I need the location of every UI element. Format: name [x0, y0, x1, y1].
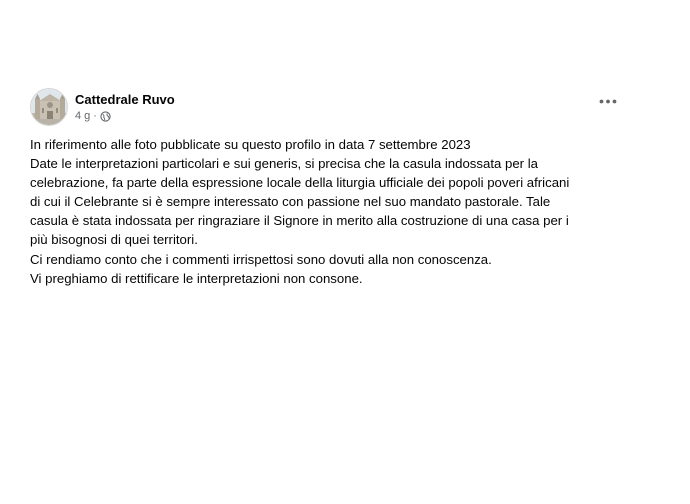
more-options-button[interactable] [596, 94, 620, 108]
post-text-line: Ci rendiamo conto che i commenti irrispettosi sono dovuti alla non conoscenza. [30, 251, 492, 267]
cathedral-avatar-icon [31, 89, 68, 126]
author-name[interactable]: Cattedrale Ruvo [75, 92, 175, 107]
avatar[interactable] [30, 88, 68, 126]
post-text-line: celebrazione, fa parte della espressione locale della liturgia ufficiale dei popoli poveri africani [30, 175, 570, 191]
post-text-line: In riferimento alle foto pubblicate su questo profilo in data 7 settembre 2023 [30, 137, 471, 152]
post-text-line: casula è stata indossata per ringraziare il Signore in merito alla costruzione di una casa per i [30, 213, 569, 229]
post-text [30, 135, 670, 288]
post-text-line: di cui il Celebrante si è sempre interessato con passione nel suo mandato pastorale. Tale [30, 194, 551, 210]
post-time[interactable]: 4 g [75, 110, 91, 122]
meta-separator: · [93, 110, 97, 122]
post-header [30, 88, 660, 128]
globe-icon [100, 111, 111, 122]
post-meta [75, 110, 111, 122]
post-text-line: Vi preghiamo di rettificare le interpretazioni non consone. [30, 270, 363, 286]
post-text-line: più bisognosi di quei territori. [30, 232, 198, 248]
more-options-icon [599, 99, 617, 104]
post-text-line: Date le interpretazioni particolari e sui generis, si precisa che la casula indossata per la [30, 156, 538, 172]
